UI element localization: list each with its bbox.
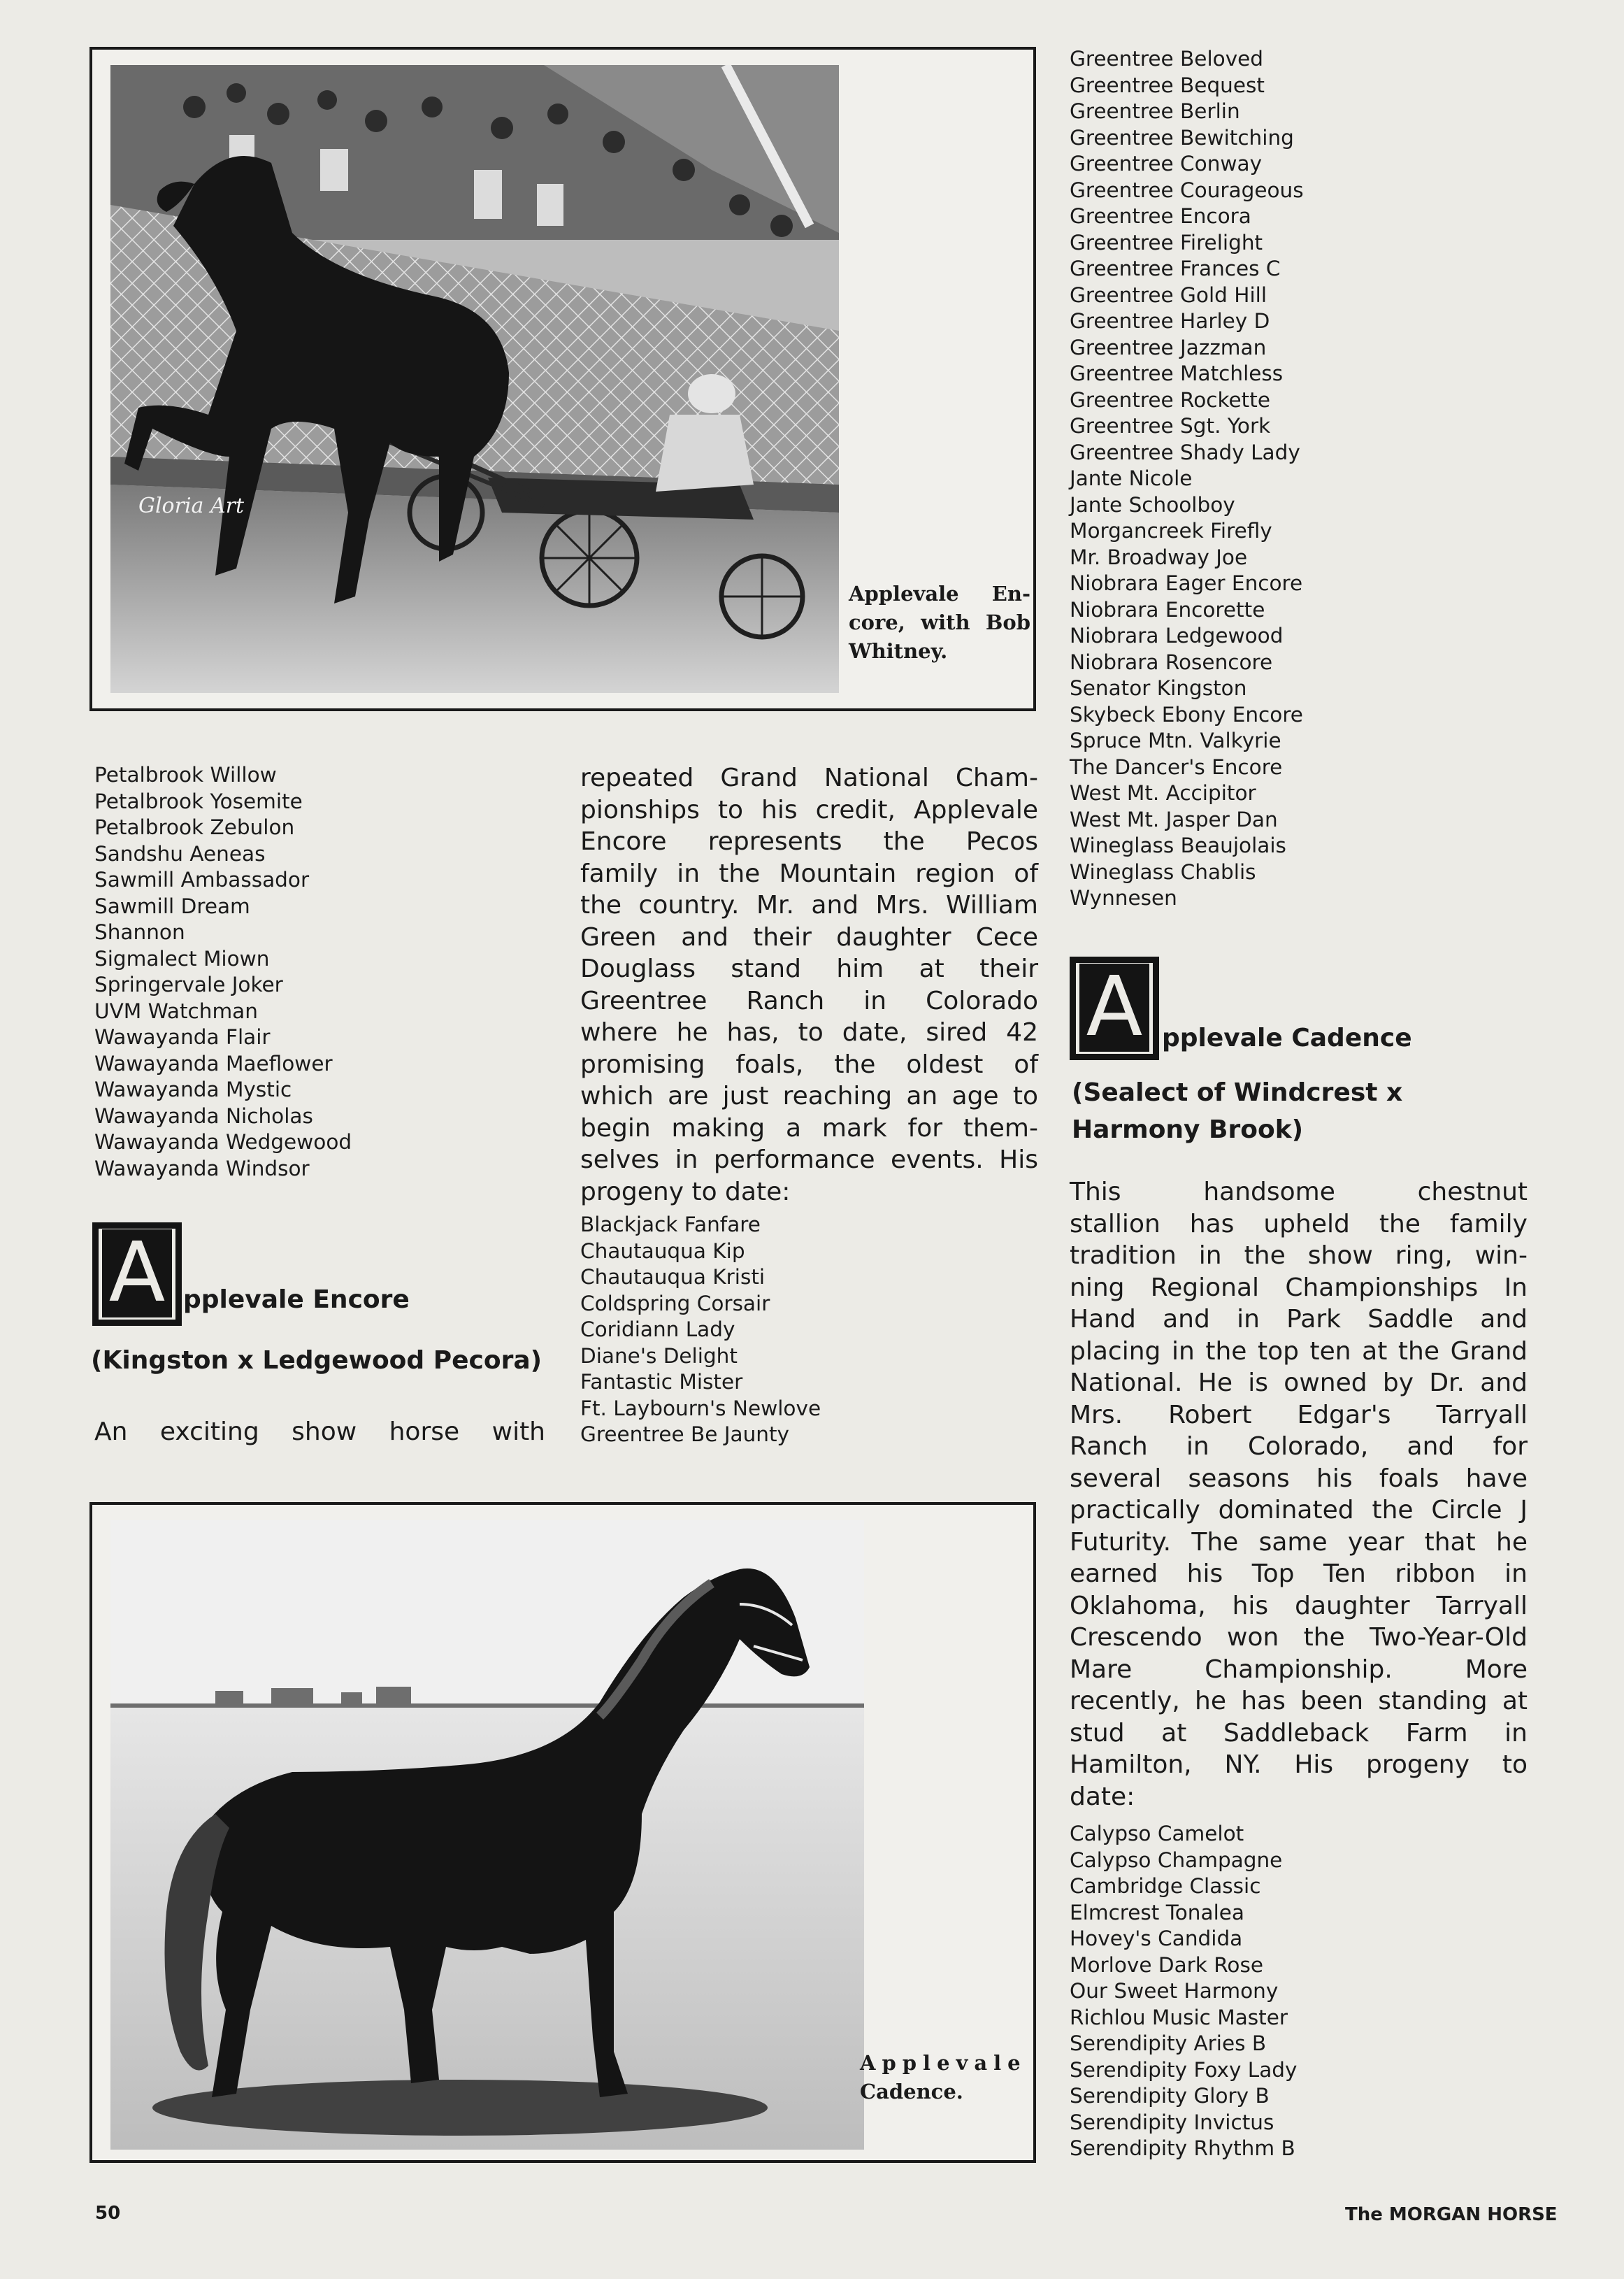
list-item: Wineglass Chablis [1070,859,1256,884]
list-item: Serendipity Foxy Lady [1070,2057,1298,2082]
list-item: Morlove Dark Rose [1070,1952,1263,1977]
list-item: Sawmill Ambassador [94,868,310,892]
list-item: Jante Schoolboy [1070,492,1235,517]
list-item: Coldspring Corsair [580,1291,770,1315]
list-item: tradition in the show ring, win- [1070,1241,1528,1270]
encore-intro: An exciting show horse with [94,1417,545,1446]
list-item: Encore represents the Pecos [580,827,1038,856]
photo-caption-bottom: Applevale Cadence. [860,2051,1027,2103]
list-item: Niobrara Ledgewood [1070,624,1284,648]
list-item: Greentree Bequest [1070,73,1265,97]
list-item: selves in performance events. His [580,1145,1038,1174]
photo-watermark: Gloria Art [138,494,245,518]
list-item: Niobrara Eager Encore [1070,571,1303,595]
list-item: ning Regional Championships In [1070,1273,1528,1302]
list-item: the country. Mr. and Mrs. William [580,891,1038,920]
list-item: Greentree Jazzman [1070,335,1267,359]
list-item: Greentree Firelight [1070,230,1263,255]
list-item: Richlou Music Master [1070,2005,1288,2029]
list-item: Spruce Mtn. Valkyrie [1070,729,1281,752]
list-item: practically dominated the Circle J [1070,1496,1528,1524]
list-item: Niobrara Rosencore [1070,650,1273,674]
list-item: Elmcrest Tonalea [1070,1900,1244,1924]
cadence-progeny-list [1070,1821,1298,2162]
encore-dropcap: A [92,1222,182,1326]
cadence-body [1070,1176,1528,1813]
cadence-title: pplevale Cadence [1162,1024,1412,1052]
list-item: Wawayanda Windsor [94,1156,310,1180]
left-name-list [94,762,352,1182]
list-item: progeny to date: [580,1177,791,1206]
list-item: Greentree Rockette [1070,387,1270,412]
list-item: Petalbrook Zebulon [94,815,295,839]
list-item: Greentree Be Jaunty [580,1422,790,1446]
page-number: 50 [95,2203,121,2224]
list-item: Cambridge Classic [1070,1874,1261,1898]
list-item: date: [1070,1782,1135,1811]
list-item: Serendipity Aries B [1070,2031,1267,2055]
photo-harness-horse [110,65,839,693]
list-item: recently, he has been standing at [1070,1687,1528,1715]
list-item: Hand and in Park Saddle and [1070,1305,1528,1334]
list-item: Petalbrook Yosemite [94,789,303,813]
list-item: UVM Watchman [94,999,258,1023]
list-item: Skybeck Ebony Encore [1070,702,1303,727]
cadence-subtitle: (Sealect of Windcrest x Harmony Brook) [1072,1078,1403,1144]
list-item: Ranch in Colorado, and for [1070,1432,1528,1461]
list-item: Sigmalect Miown [94,946,270,971]
list-item: earned his Top Ten ribbon in [1070,1559,1528,1588]
list-item: Greentree Shady Lady [1070,440,1300,464]
list-item: repeated Grand National Cham- [580,764,1038,792]
encore-title: pplevale Encore [183,1285,410,1314]
cadence-dropcap: A [1070,957,1159,1060]
list-item: Fantastic Mister [580,1370,743,1394]
list-item: Mr. Broadway Joe [1070,545,1248,569]
list-item: several seasons his foals have [1070,1464,1528,1493]
list-item: Wawayanda Maeflower [94,1051,333,1076]
list-item: West Mt. Accipitor [1070,781,1256,805]
list-item: placing in the top ten at the Grand [1070,1336,1528,1366]
list-item: Ft. Laybourn's Newlove [580,1396,821,1420]
list-item: Green and their daughter Cece [580,922,1038,952]
photo-caption-top: Applevale En- core, with Bob Whitney. [849,582,1030,663]
list-item: Wynnesen [1070,886,1177,910]
list-item: Wawayanda Mystic [94,1078,292,1101]
list-item: Springervale Joker [94,973,283,996]
list-item: which are just reaching an age to [580,1082,1038,1110]
photo-frame-bottom [89,1502,1036,2163]
list-item: Wawayanda Nicholas [94,1103,313,1128]
list-item: Hamilton, NY. His progeny to [1070,1750,1528,1779]
list-item: Wawayanda Wedgewood [94,1130,352,1154]
list-item: Greentree Conway [1070,152,1263,176]
list-item: Chautauqua Kristi [580,1265,766,1289]
encore-subtitle: (Kingston x Ledgewood Pecora) [91,1346,542,1375]
encore-body [580,762,1038,1208]
list-item: Morgancreek Firefly [1070,519,1272,543]
list-item: Crescendo won the Two-Year-Old [1070,1623,1528,1652]
list-item: Jante Nicole [1070,466,1193,490]
list-item: Sawmill Dream [94,894,250,918]
list-item: Our Sweet Harmony [1070,1979,1279,2003]
list-item: Coridiann Lady [580,1317,735,1341]
list-item: Greentree Courageous [1070,178,1304,202]
magazine-title: The MORGAN HORSE [1345,2204,1558,2225]
list-item: The Dancer's Encore [1070,755,1283,779]
list-item: Greentree Encora [1070,204,1251,228]
list-item: Niobrara Encorette [1070,597,1265,622]
list-item: Greentree Berlin [1070,99,1240,123]
list-item: West Mt. Jasper Dan [1070,807,1278,831]
list-item: Shannon [94,920,185,944]
list-item: begin making a mark for them- [580,1113,1038,1143]
list-item: Oklahoma, his daughter Tarryall [1070,1591,1528,1620]
list-item: Greentree Gold Hill [1070,283,1267,307]
photo-standing-horse [110,1520,864,2150]
list-item: stud at Saddleback Farm in [1070,1718,1528,1748]
list-item: Mrs. Robert Edgar's Tarryall [1070,1400,1528,1429]
list-item: Senator Kingston [1070,676,1247,700]
list-item: Petalbrook Willow [94,763,277,787]
list-item: Sandshu Aeneas [94,841,266,866]
list-item: National. He is owned by Dr. and [1070,1369,1528,1397]
list-item: promising foals, the oldest of [580,1050,1038,1079]
list-item: Futurity. The same year that he [1070,1527,1528,1557]
list-item: Chautauqua Kip [580,1238,745,1263]
list-item: Calypso Camelot [1070,1822,1244,1845]
list-item: This handsome chestnut [1070,1178,1528,1206]
list-item: Serendipity Invictus [1070,2110,1274,2134]
list-item: Mare Championship. More [1070,1655,1528,1684]
list-item: Serendipity Glory B [1070,2084,1270,2108]
encore-progeny-list [580,1212,821,1448]
list-item: Greentree Sgt. York [1070,414,1271,438]
list-item: stallion has upheld the family [1070,1209,1528,1238]
list-item: pionships to his credit, Applevale [580,795,1038,824]
list-item: Blackjack Fanfare [580,1213,761,1236]
list-item: Calypso Champagne [1070,1848,1283,1872]
list-item: Douglass stand him at their [580,955,1038,983]
list-item: Greentree Frances C [1070,257,1281,280]
list-item: Wawayanda Flair [94,1025,271,1049]
list-item: Greentree Bewitching [1070,125,1294,150]
list-item: Hovey's Candida [1070,1927,1243,1950]
list-item: Greentree Matchless [1070,362,1284,385]
list-item: Greentree Beloved [1070,47,1264,71]
list-item: where he has, to date, sired 42 [580,1018,1038,1047]
right-name-list [1070,46,1304,912]
list-item: Greentree Ranch in Colorado [580,986,1038,1015]
list-item: Wineglass Beaujolais [1070,834,1286,857]
list-item: family in the Mountain region of [580,859,1038,888]
list-item: Diane's Delight [580,1343,738,1368]
photo-frame-top [89,47,1036,711]
list-item: Serendipity Rhythm B [1070,2136,1295,2160]
list-item: Greentree Harley D [1070,309,1270,333]
